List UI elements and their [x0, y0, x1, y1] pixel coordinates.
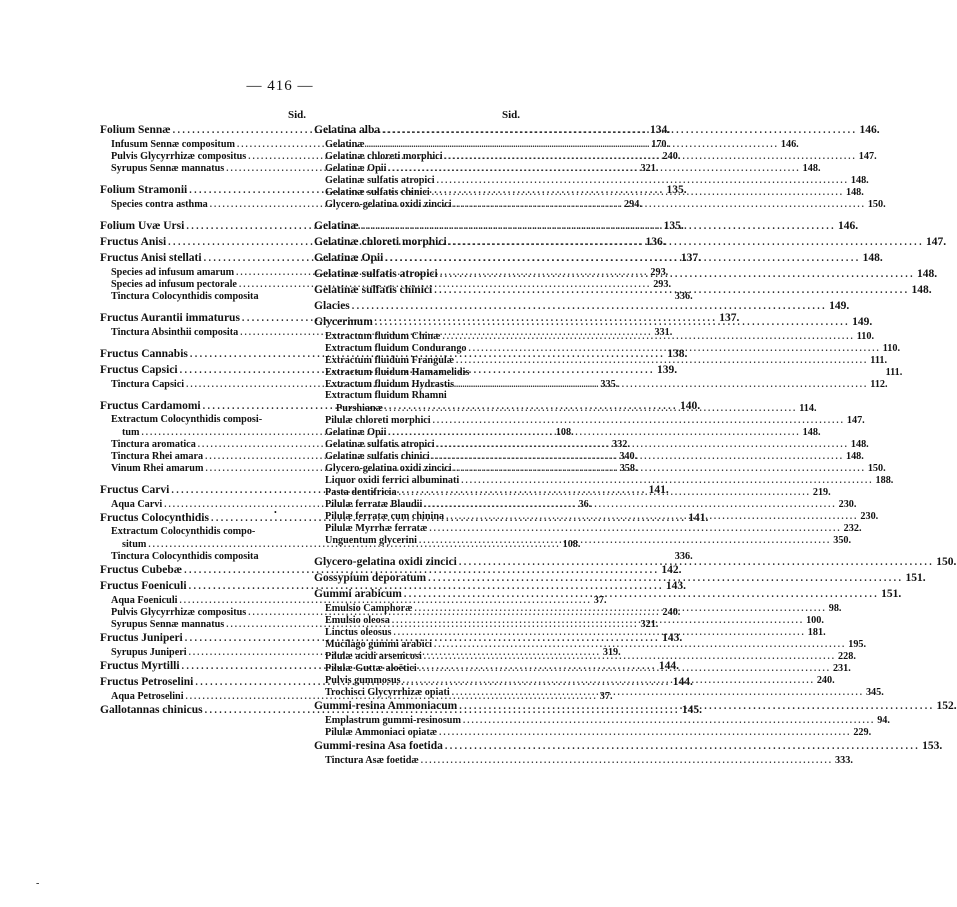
spacer: [100, 390, 306, 398]
entry-text: Pilulæ acidi arsenicosi: [325, 651, 422, 662]
entry-text: Pilulæ Myrrhæ ferratæ: [325, 523, 428, 534]
entry-text: Linctus oleosus: [325, 627, 392, 638]
entry-text: Pasta dentifricia: [325, 487, 397, 498]
entry-text: Infusum Sennæ compositum: [111, 139, 235, 150]
page-ref: 195.: [848, 639, 867, 650]
entry-text: Gelatinæ Opii: [325, 163, 387, 174]
page-ref: 137.: [680, 252, 702, 264]
page-ref: 100.: [806, 615, 824, 626]
page-ref: 135.: [663, 220, 684, 232]
entry-text: Unguentum glycerini: [325, 535, 417, 546]
entry-text: Gallotannas chinicus: [100, 704, 203, 716]
entry-text: Glycero-gelatina oxidi zincici: [314, 556, 457, 568]
spacer: [314, 210, 520, 218]
dot-leader: [442, 330, 854, 342]
page-ref: 148.: [845, 187, 864, 198]
dot-leader: [437, 438, 849, 450]
entry-text: Gummi-resina Asa foetida: [314, 740, 443, 752]
page-ref: 138.: [667, 348, 688, 360]
page-ref: 148.: [850, 439, 869, 450]
entry-text: Fructus Capsici: [100, 364, 178, 376]
entry-text: Pilulæ Ammoniaci opiatæ: [325, 727, 438, 738]
index-subentry: [314, 754, 853, 766]
dot-leader: [433, 414, 845, 426]
dot-leader: [424, 498, 836, 510]
page-ref: 321.: [640, 619, 659, 630]
entry-text: Fructus Anisi stellati: [100, 252, 202, 264]
page-ref: 148.: [845, 451, 864, 462]
page-ref: 148.: [802, 427, 821, 438]
page-ref: 37.: [593, 595, 607, 606]
entry-text: Trochisci Glycyrrhizæ opiati: [325, 687, 450, 698]
entry-text: Pilulæ chloreti morphici: [325, 415, 431, 426]
dot-leader: [469, 342, 881, 354]
dot-leader: [424, 650, 836, 662]
page-ref: 148.: [850, 175, 869, 186]
entry-text: Syrupus Sennæ mannatus: [111, 163, 225, 174]
entry-text: Glacies: [314, 300, 350, 312]
print-mark: -: [36, 878, 40, 889]
index-subentry: [314, 522, 862, 534]
entry-text: Mucilago gummi arabici: [325, 639, 432, 650]
page-ref: 144.: [658, 660, 679, 672]
entry-text: Pilulæ ferratæ cum chinina: [325, 511, 445, 522]
page-ref: 111.: [885, 367, 903, 378]
dot-leader: [403, 674, 815, 686]
entry-text: Gossypium deporatum: [314, 572, 427, 584]
page-ref: 146.: [780, 139, 799, 150]
page-ref: 231.: [832, 663, 851, 674]
page-ref: 98.: [828, 603, 842, 614]
page-ref: 112.: [870, 379, 888, 390]
page-ref: 150.: [867, 199, 886, 210]
page-ref: 331.: [654, 327, 673, 338]
page-ref: 139.: [656, 364, 678, 376]
page-ref: 108.: [562, 539, 581, 550]
entry-text: Pulvis Glycyrrhizæ compositus: [111, 607, 247, 618]
page-ref: 148.: [862, 252, 883, 264]
index-subentry: [100, 526, 306, 538]
dot-leader: [463, 714, 875, 726]
dot-leader: [439, 726, 851, 738]
entry-text: Extractum fluidum Hamamelidis: [325, 367, 470, 378]
page-ref: 136.: [645, 236, 666, 248]
page-ref: 319.: [602, 647, 621, 658]
entry-text: Gelatinæ sulfatis atropici: [325, 439, 435, 450]
entry-text: Species ad infusum amarum: [111, 267, 235, 278]
dot-leader: [459, 699, 934, 715]
spacer: [100, 474, 306, 482]
entry-text: Gelatinæ: [314, 220, 359, 232]
entry-text: Pilulæ Guttæ aloëtici: [325, 663, 417, 674]
page-ref: 219.: [812, 487, 831, 498]
dot-leader: [452, 686, 864, 698]
entry-text: Fructus Cannabis: [100, 348, 188, 360]
entry-text: Tinctura Asæ foetidæ: [325, 755, 419, 766]
dot-leader: [388, 162, 800, 174]
page-ref: 345.: [865, 687, 884, 698]
page-ref: 230.: [860, 511, 879, 522]
page-ref: 336.: [674, 291, 693, 302]
entry-text: Glycerinum: [314, 316, 373, 328]
dot-leader: [445, 150, 857, 162]
entry-text: Tinctura Colocynthidis composita: [111, 551, 259, 562]
page-ref: 144.: [672, 676, 693, 688]
page-ref: 114.: [799, 403, 817, 414]
entry-text: Tinctura Colocynthidis composita: [111, 291, 259, 302]
page-ref: 228.: [838, 651, 856, 662]
page-ref: 147.: [858, 151, 877, 162]
page-ref: 188.: [875, 475, 894, 486]
spacer: [100, 210, 306, 218]
dot-leader: [434, 638, 846, 650]
entry-text: Fructus Foeniculi: [100, 580, 187, 592]
entry-text: Folium Stramonii: [100, 184, 188, 196]
entry-text: Tinctura Capsici: [111, 379, 185, 390]
page-ref: 149.: [829, 300, 850, 312]
page-ref: 150.: [936, 556, 957, 568]
page-ref: 181.: [807, 627, 826, 638]
dot-leader: [456, 354, 868, 366]
page-ref: 332.: [612, 439, 630, 450]
page-ref: 229.: [853, 727, 872, 738]
page-ref: 153.: [922, 740, 943, 752]
dot-leader: [446, 510, 858, 522]
dot-leader: [445, 739, 920, 755]
entry-text: Fructus Cubebæ: [100, 564, 183, 576]
entry-text: Gummi arabicum: [314, 588, 402, 600]
dot-leader: [454, 198, 866, 210]
page-ref: 143.: [662, 632, 683, 644]
dot-leader: [352, 299, 827, 315]
page-ref: 152.: [936, 700, 957, 712]
page-ref: 148.: [911, 284, 932, 296]
entry-text: Fructus Juniperi: [100, 632, 183, 644]
dot-leader: [388, 426, 800, 438]
dot-leader: [461, 474, 873, 486]
index-entry: [314, 298, 850, 314]
entry-text: Extractum Colocynthidis composi-: [111, 414, 263, 425]
page-ref: 170.: [651, 139, 670, 150]
page-ref: 146.: [838, 220, 859, 232]
page-ref: 293.: [650, 267, 669, 278]
entry-text: Gelatinæ sulfatis chinici: [314, 284, 433, 296]
index-subentry: [314, 474, 894, 486]
dot-leader: [432, 186, 844, 198]
dot-leader: [434, 283, 909, 299]
dot-leader: [429, 522, 841, 534]
page-ref: 108.: [555, 427, 574, 438]
page-ref: 140.: [679, 400, 701, 412]
page-ref: 333.: [835, 755, 853, 766]
page-ref: 110.: [856, 331, 874, 342]
page-number: — 416 —: [246, 78, 314, 94]
page-ref: 240.: [816, 675, 835, 686]
sid-header: Sid.: [287, 109, 306, 121]
page-ref: 37.: [599, 691, 613, 702]
dot-leader: [382, 123, 857, 139]
page-ref: 148.: [917, 268, 938, 280]
page-ref: 340.: [619, 451, 638, 462]
entry-text: Syrupus Sennæ mannatus: [111, 619, 225, 630]
index-entry: [314, 738, 943, 754]
entry-text: Fructus Cardamomi: [100, 400, 201, 412]
dot-leader: [392, 614, 804, 626]
entry-text: Gelatinæ Opii: [314, 252, 384, 264]
entry-text: Gelatina alba: [314, 124, 381, 136]
page-ref: 111.: [870, 355, 887, 366]
entry-text: Vinum Rhei amarum: [111, 463, 204, 474]
dot-leader: [428, 571, 903, 587]
entry-text: Tinctura Absinthii composita: [111, 327, 239, 338]
dot-leader: [385, 402, 797, 414]
entry-text: Gelatinæ Opii: [325, 427, 387, 438]
entry-text: Fructus Myrtilli: [100, 660, 180, 672]
index-subentry: [314, 174, 869, 186]
page-ref: 141.: [688, 512, 709, 524]
page-ref: 134.: [649, 124, 671, 136]
entry-text: Extractum fluidum Rhamni: [325, 390, 447, 401]
page-ref: 110.: [882, 343, 901, 354]
entry-text: Tinctura aromatica: [111, 439, 196, 450]
page-ref: 142.: [661, 564, 682, 576]
dot-leader: [449, 235, 924, 251]
entry-text: Species contra asthma: [111, 199, 208, 210]
dot-leader: [419, 662, 831, 674]
dot-leader: [432, 450, 844, 462]
entry-text: Folium Uvæ Ursi: [100, 220, 185, 232]
dot-leader: [404, 587, 879, 603]
dot-leader: [375, 315, 850, 331]
page-ref: 232.: [843, 523, 862, 534]
index-subentry: [314, 714, 890, 726]
page-ref: 141.: [648, 484, 669, 496]
index-subentry: [314, 414, 865, 426]
entry-text: tum: [122, 427, 140, 438]
page-ref: 350.: [833, 535, 852, 546]
page-ref: 145.: [681, 704, 703, 716]
page-ref: 240.: [662, 151, 681, 162]
dot-leader: [459, 555, 934, 571]
page-ref: 151.: [881, 588, 902, 600]
page-ref: 146.: [859, 124, 880, 136]
page-ref: 143.: [665, 580, 687, 592]
dot-leader: [385, 251, 860, 267]
dot-leader: [421, 754, 833, 766]
entry-text: Pulvis Glycyrrhizæ compositus: [111, 151, 247, 162]
dot-leader: [437, 174, 849, 186]
entry-text: Emplastrum gummi-resinosum: [325, 715, 461, 726]
entry-text: situm: [122, 539, 147, 550]
entry-text: Extractum Colocynthidis compo-: [111, 526, 256, 537]
page-ref: 294.: [624, 199, 642, 210]
index-subentry: [314, 726, 872, 738]
entry-text: Folium Sennæ: [100, 124, 171, 136]
entry-text: Gelatinæ sulfatis chinici: [325, 451, 430, 462]
page-ref: 293.: [653, 279, 672, 290]
entry-text: Extractum fluidum Condurango: [325, 343, 467, 354]
entry-text: Aqua Foeniculi: [111, 595, 178, 606]
page-ref: 230.: [838, 499, 857, 510]
spacer: [100, 338, 306, 346]
page-ref: 149.: [852, 316, 873, 328]
entry-text: Extractum fluidum Chinæ: [325, 331, 441, 342]
page-ref: 36.: [578, 499, 592, 510]
page-ref: 137.: [719, 312, 740, 324]
page-ref: 147.: [925, 236, 947, 248]
page-ref: 358.: [619, 463, 638, 474]
entry-text: Fructus Petroselini: [100, 676, 194, 688]
spacer: [314, 546, 520, 554]
page-ref: 148.: [802, 163, 821, 174]
page-ref: 151.: [905, 572, 926, 584]
page-ref: 147.: [846, 415, 865, 426]
dot-leader: [399, 486, 811, 498]
page-ref: 336.: [674, 551, 693, 562]
page-ref: 240.: [662, 607, 681, 618]
entry-text: Tinctura Rhei amara: [111, 451, 204, 462]
entry-text: Species ad infusum pectorale: [111, 279, 237, 290]
index-subentry: [314, 390, 520, 402]
entry-text: Gelatinæ: [325, 139, 365, 150]
entry-text: Fructus Colocynthidis: [100, 512, 209, 524]
dot-leader: [456, 378, 868, 390]
entry-text: Liquor oxidi ferrici albuminati: [325, 475, 460, 486]
entry-text: Aqua Petroselini: [111, 691, 184, 702]
entry-text: Gummi-resina Ammoniacum: [314, 700, 458, 712]
page-ref: 335.: [600, 379, 619, 390]
entry-text: Pulvis gummosus: [325, 675, 401, 686]
entry-text: Pilulæ ferratæ Blaudii: [325, 499, 423, 510]
entry-text: Extractum fluidum Hydrastis: [325, 379, 455, 390]
spacer: [100, 174, 306, 182]
dot-leader: [440, 267, 915, 283]
page-ref: 135.: [666, 184, 687, 196]
dot-leader: [454, 462, 866, 474]
spacer: [100, 302, 306, 310]
entry-text: Gelatinæ chloreti morphici: [325, 151, 443, 162]
page-ref: 321.: [640, 163, 659, 174]
page-ref: 150.: [867, 463, 886, 474]
dot-leader: [361, 219, 836, 235]
entry-text: Glycero-gelatina oxidi zincici: [325, 463, 452, 474]
sid-header: Sid.: [501, 109, 520, 121]
entry-text: Gelatinæ chloreti morphici: [314, 236, 447, 248]
entry-text: Extractum fluidum Frangulæ: [325, 355, 455, 366]
entry-text: Emulsio Camphoræ: [325, 603, 413, 614]
entry-text: Gelatinæ sulfatis atropici: [314, 268, 438, 280]
entry-text: Fructus Aurantii immaturus: [100, 312, 240, 324]
entry-text: Glycero-gelatina oxidi zincici: [325, 199, 452, 210]
index-subentry: [100, 414, 306, 426]
entry-text: Emulsio oleosa: [325, 615, 390, 626]
entry-text: Purshianæ: [336, 403, 383, 414]
entry-text: Fructus Carvi: [100, 484, 170, 496]
dot-leader: [414, 602, 826, 614]
entry-text: Syrupus Juniperi: [111, 647, 187, 658]
entry-text: Gelatinæ sulfatis chinici: [325, 187, 430, 198]
page-ref: 94.: [877, 715, 890, 726]
entry-text: Fructus Anisi: [100, 236, 167, 248]
dot-leader: [419, 534, 831, 546]
dot-leader: [367, 138, 779, 150]
entry-text: Aqua Carvi: [111, 499, 163, 510]
print-mark: •: [274, 508, 277, 517]
entry-text: Gelatinæ sulfatis atropici: [325, 175, 435, 186]
dot-leader: [394, 626, 806, 638]
